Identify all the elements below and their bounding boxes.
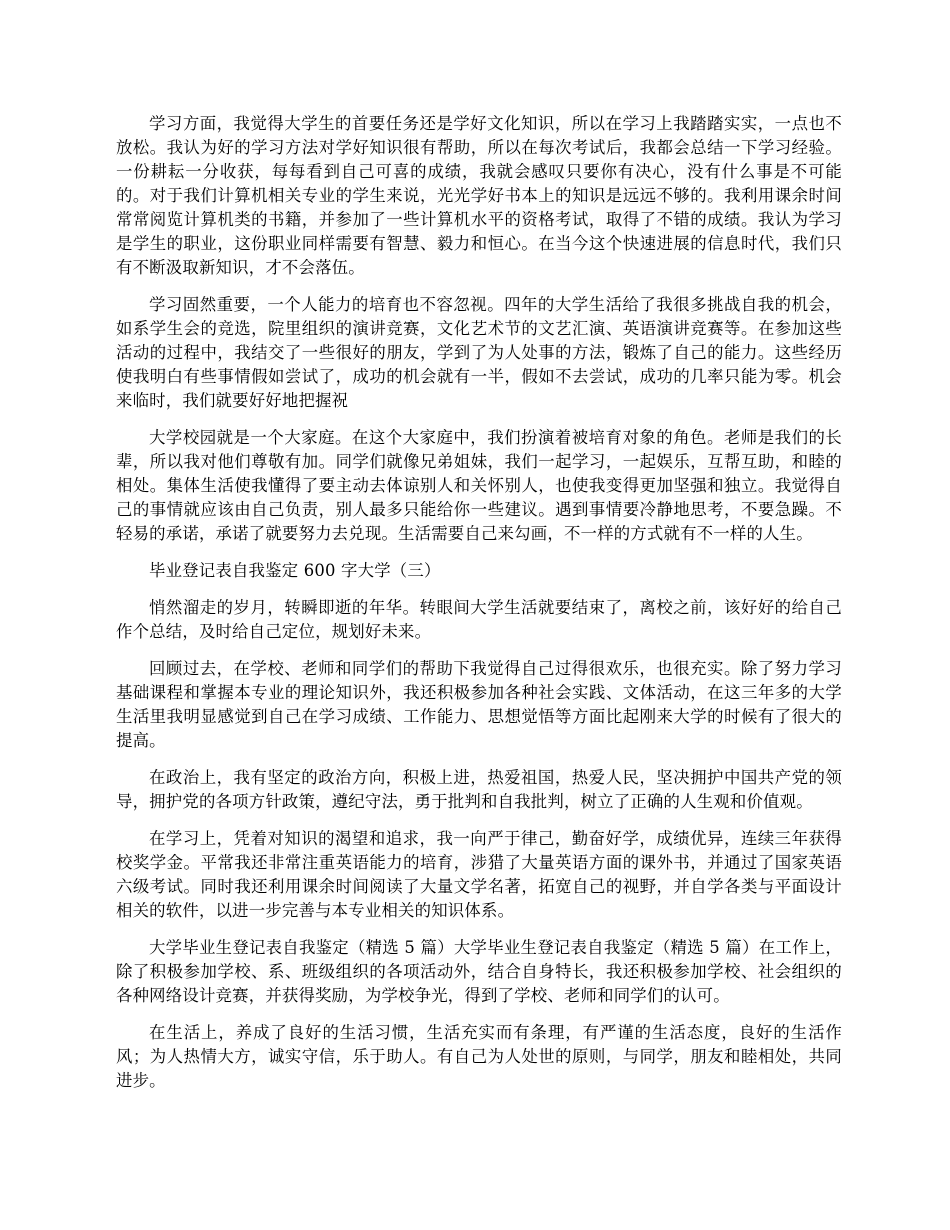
paragraph-study: 在学习上，凭着对知识的渴望和追求，我一向严于律己，勤奋好学，成绩优异，连续三年获得校奖学金。平常我还非常注重英语能力的培育，涉猎了大量英语方面的课外书，并通过了国家英语六级考试。同时我还利用课余时间阅读了大量文学名著，拓宽自己的视野，并自学各类与平面设计相关的软件，以进一步完善与本专业相关的知识体系。 — [116, 829, 842, 920]
paragraph-campus-family: 大学校园就是一个大家庭。在这个大家庭中，我们扮演着被培育对象的角色。老师是我们的长辈，所以我对他们尊敬有加。同学们就像兄弟姐妹，我们一起学习，一起娱乐，互帮互助，和睦的相处。集体生活使我懂得了要主动去体谅别人和关怀别人，也使我变得更加坚强和独立。我觉得自己的事情就应该由自己负责，别人最多只能给你一些建议。遇到事情要冷静地思考，不要急躁。不轻易的承诺，承诺了就要努力去兑现。生活需要自己来勾画，不一样的方式就有不一样的人生。 — [116, 428, 842, 543]
paragraph-work: 大学毕业生登记表自我鉴定（精选 5 篇）大学毕业生登记表自我鉴定（精选 5 篇）在工作上，除了积极参加学校、系、班级组织的各项活动外，结合自身特长，我还积极参加学校、社会组织的各种网络设计竞赛，并获得奖励，为学校争光，得到了学校、老师和同学们的认可。 — [116, 938, 842, 1005]
paragraph-life: 在生活上，养成了良好的生活习惯，生活充实而有条理，有严谨的生活态度，良好的生活作风；为人热情大方，诚实守信，乐于助人。有自己为人处世的原则，与同学，朋友和睦相处，共同进步。 — [116, 1023, 842, 1090]
document-body — [116, 112, 842, 1106]
section-heading: 毕业登记表自我鉴定 600 字大学（三） — [149, 561, 441, 580]
paragraph-years-passing: 悄然溜走的岁月，转瞬即逝的年华。转眼间大学生活就要结束了，离校之前，该好好的给自己作个总结，及时给自己定位，规划好未来。 — [116, 598, 842, 641]
paragraph-politics: 在政治上，我有坚定的政治方向，积极上进，热爱祖国，热爱人民，坚决拥护中国共产党的领导，拥护党的各项方针政策，遵纪守法，勇于批判和自我批判，树立了正确的人生观和价值观。 — [116, 768, 842, 811]
paragraph-study-methods: 学习方面，我觉得大学生的首要任务还是学好文化知识，所以在学习上我踏踏实实，一点也不放松。我认为好的学习方法对学好知识很有帮助，所以在每次考试后，我都会总结一下学习经验。一份耕耘一分收获，每每看到自己可喜的成绩，我就会感叹只要你有决心，没有什么事是不可能的。对于我们计算机相关专业的学生来说，光光学好书本上的知识是远远不够的。我利用课余时间常常阅览计算机类的书籍，并参加了一些计算机水平的资格考试，取得了不错的成绩。我认为学习是学生的职业，这份职业同样需要有智慧、毅力和恒心。在当今这个快速进展的信息时代，我们只有不断汲取新知识，才不会落伍。 — [116, 114, 842, 277]
paragraph-looking-back: 回顾过去，在学校、老师和同学们的帮助下我觉得自己过得很欢乐，也很充实。除了努力学习基础课程和掌握本专业的理论知识外，我还积极参加各种社会实践、文体活动，在这三年多的大学生活里我明显感觉到自己在学习成绩、工作能力、思想觉悟等方面比起刚来大学的时候有了很大的提高。 — [116, 659, 842, 750]
paragraph-personal-ability: 学习固然重要，一个人能力的培育也不容忽视。四年的大学生活给了我很多挑战自我的机会，如系学生会的竞选，院里组织的演讲竞赛，文化艺术节的文艺汇演、英语演讲竞赛等。在参加这些活动的过程中，我结交了一些很好的朋友，学到了为人处事的方法，锻炼了自己的能力。这些经历使我明白有些事情假如尝试了，成功的机会就有一半，假如不去尝试，成功的几率只能为零。机会来临时，我们就要好好地把握祝 — [116, 295, 842, 410]
